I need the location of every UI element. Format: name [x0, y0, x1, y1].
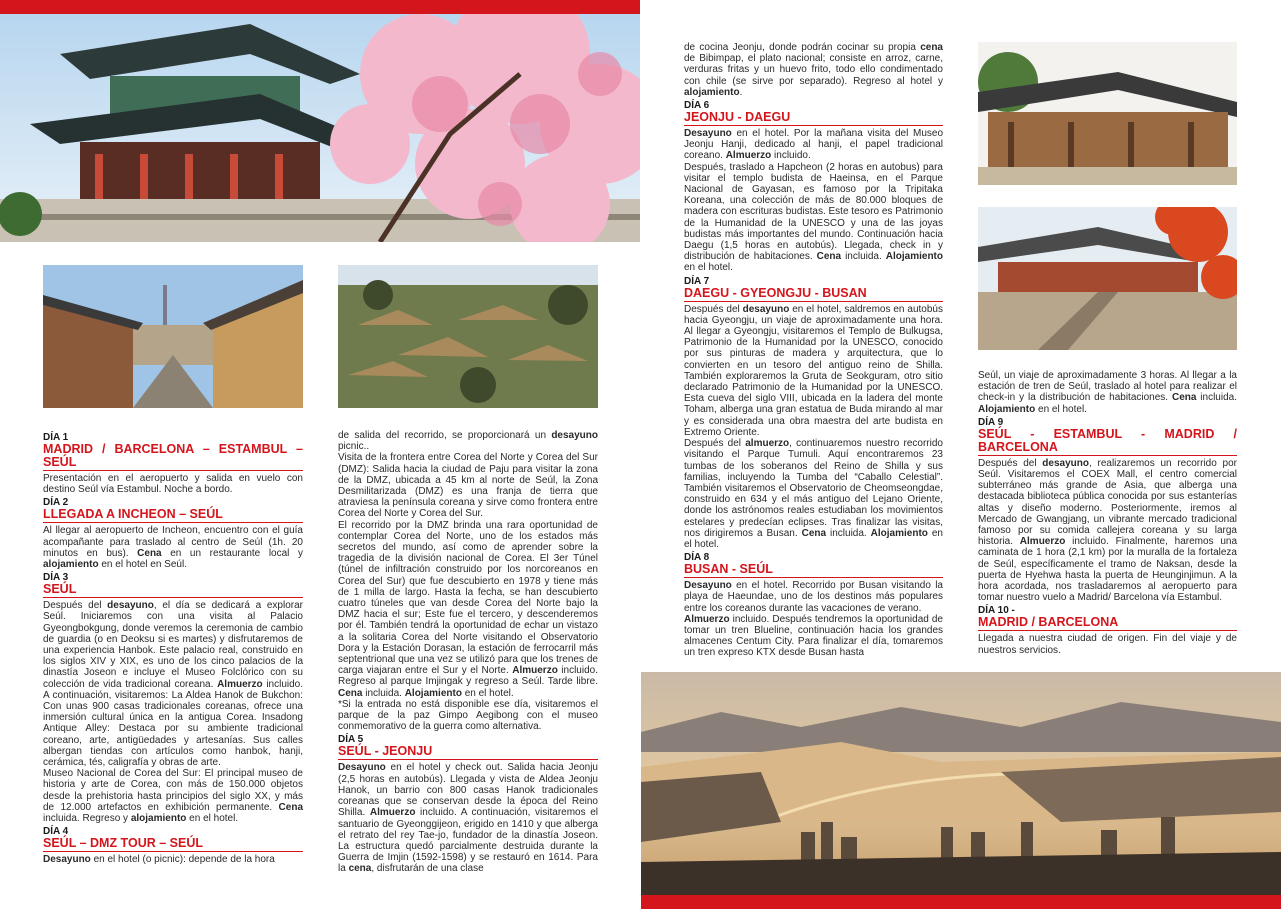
day7-text-2: Después del almuerzo, continuaremos nuestro recorrido visitando el Parque Tumuli. Aquí encontraremos 23 tumbas de los soberanos del Reino de Shilla y sus familias, incluyendo la Tumba del “Caballo Celestial”. También visitaremos el Observatorio de Cheomseongdae, construido en 634 y el más antiguo del Lejano Oriente, donde los astrónomos reales estudiaban los movimientos estelares y predecían eclipses. Tras finalizar las visitas, nos dirigiremos a Busan. Cena incluida. Alojamiento en el hotel.	[684, 438, 943, 550]
day4-continued: de salida del recorrido, se proporcionará un desayuno picnic..	[338, 430, 598, 453]
temple-roof-photo	[978, 42, 1237, 185]
day2-label: DÍA 2	[43, 497, 69, 509]
day8-continued: Seúl, un viaje de aproximadamente 3 horas. Al llegar a la estación de tren de Seúl, traslado al hotel para realizar el check-in y la distribución de habitaciones. Cena incluida. Alojamiento en el hotel.	[978, 370, 1237, 415]
day6-text-2: Después, traslado a Hapcheon (2 horas en autobus) para visitar el templo budista de Haeinsa, en el Parque Nacional de Gayasan, es famoso por la Tripitaka Koreana, una colección de más de 80.000 bloques de madera con escrituras budistas. Este tesoro es Patrimonio de la Humanidad de la UNESCO y una de las joyas budistas más importantes del mundo. Continuación hacia Daegu (1,5 horas en autobús). Llegada, check in y distribución de habitaciones. Cena incluida. Alojamiento en el hotel.	[684, 161, 944, 274]
day8-label: DÍA 8	[684, 552, 710, 564]
day3-title: SEÚL	[43, 583, 303, 598]
day5-title: SEÚL - JEONJU	[338, 745, 598, 760]
temple-autumn-photo	[978, 207, 1237, 350]
day5-label: DÍA 5	[338, 734, 364, 746]
day7-label: DÍA 7	[684, 275, 710, 287]
day1-label: DÍA 1	[43, 432, 69, 443]
dmz-tour-text: El recorrido por la DMZ brinda una rara oportunidad de contemplar Corea del Norte, uno de los estados más secretos del mundo, así como de aprender sobre la tragedia de la división nacional de Corea. El 3er Túnel (túnel de infiltración construido por los norcoreanos en Corea del Sur) que fue descubierto en 1978 y tiene más de 1 milla de largo. Hasta la fecha, se han descubierto cuatro túneles que van desde Corea del Norte bajo la DMZ hacia el sur; Este fue el tercero, y descenderemos por él. También tendrá la oportunidad de echar un vistazo a la solitaria Corea del Norte visitando el Observatorio Dora y la Estación Dorasan, la estación de ferrocarril más septentrional que una vez se utilizó para que los trenes de carga viajaran entre el Sur y el Norte. Almuerzo incluido. Regreso al parque Imjingak y regreso a Seúl. Tarde libre. Cena incluida. Alojamiento en el hotel.	[338, 519, 598, 699]
day5-continued: de cocina Jeonju, donde podrán cocinar su propia cena de Bibimpap, el plato nacional; consiste en arroz, carne, verduras fritas y un huevo frito, todo ello condimentado con chile (se sirve por separado). Regreso al hotel y alojamiento.	[684, 42, 943, 98]
palace-photo	[0, 14, 640, 242]
column-1	[43, 430, 303, 865]
day8-title: BUSAN - SEÚL	[684, 563, 943, 578]
day3-text-2: Museo Nacional de Corea del Sur: El principal museo de historia y arte de Corea, con más de 150.000 objetos desde la prehistoria hasta principios del siglo XX, y más de 12.000 artefactos en exhibición permanente. Cena incluida. Regreso y alojamiento en el hotel.	[43, 768, 303, 825]
day9-label: DÍA 9	[978, 416, 1004, 428]
day8-text: Desayuno en el hotel. Recorrido por Busan visitando la playa de Haeundae, uno de los destinos más populares entre los coreanos durante las vacaciones de verano.	[684, 580, 943, 614]
column-4	[978, 370, 1237, 656]
day1-text: Presentación en el aeropuerto y salida en vuelo con destino Seúl vía Estambul. Noche a bordo.	[43, 473, 303, 496]
day2-text: Al llegar al aeropuerto de Incheon, encuentro con el guía acompañante para traslado al centro de Seúl (1h. 20 minutos en bus). Cena en un restaurante local y alojamiento en el hotel en Seúl.	[43, 525, 303, 571]
bottom-right-red-bar	[641, 895, 1281, 909]
dmz-note: *Si la entrada no está disponible ese día, visitaremos el parque de la paz Gimpo Aegibong con el museo conmemorativo de la guerra como alternativa.	[338, 698, 598, 733]
day6-title: JEONJU - DAEGU	[684, 111, 943, 126]
day6-text: Desayuno en el hotel. Por la mañana visita del Museo Jeonju Hanji, dedicado al hanji, el papel tradicional coreano. Almuerzo incluido.	[684, 128, 943, 162]
busan-photo	[641, 672, 1281, 895]
day10-title: MADRID / BARCELONA	[978, 616, 1237, 631]
day9-text: Después del desayuno, realizaremos un recorrido por Seúl. Visitaremos el COEX Mall, el centro comercial subterráneo más grande de Asia, que alberga una destacada biblioteca pública conocida por sus estanterías altas y diseño moderno. Posteriormente, iremos al Mercado de Gwangjang, un vibrante mercado tradicional famoso por su comida callejera coreana y su larga historia. Almuerzo incluido. Finalmente, haremos una caminata de 1 hora (2,1 km) por la muralla de la fortaleza de Seúl, específicamente el tramo de Naksan, desde la puerta de Hyehwa hasta la puerta de Heunginjimun. A la hora acordada, nos trasladaremos al aeropuerto para tomar nuestro vuelo a Madrid/ Barcelona vía Estambul.	[978, 457, 1237, 604]
day9-title: SEÚL - ESTAMBUL - MADRID / BARCELONA	[978, 426, 1237, 454]
day1-title: MADRID / BARCELONA – ESTAMBUL – SEÚL	[43, 442, 303, 469]
day8-text-2: Almuerzo incluido. Después tendremos la oportunidad de tomar un tren Blueline, continuación hacia los grandes almacenes Centum City. Para finalizar el día, tomaremos un tren expreso KTX desde Busan hasta	[684, 613, 943, 659]
day4-text: Desayuno en el hotel (o picnic): depende de la hora	[43, 854, 275, 866]
day7-text: Después del desayuno en el hotel, saldremos en autobús hacia Gyeongju, un viaje de aproximadamente una hora. Al llegar a Gyeongju, visitaremos el Templo de Bulkugsa, Patrimonio de la Humanidad por la UNESCO, conocido por sus pinturas de madera y arquitectura, que lo convierten en un tesoro del antiguo reino de Shilla. También exploraremos la Gruta de Seokguram, otro sitio declarado Patrimonio de la Humanidad por la UNESCO. Esta cueva del siglo VIII, ubicada en la ladera del monte Toham, alberga una gran estatua de Buda mirando al mar y es considerada una obra maestra del arte budista en Extremo Oriente.	[684, 303, 943, 438]
day5-text: Desayuno en el hotel y check out. Salida hacia Jeonju (2,5 horas en autobús). Llegada y vista de Aldea Jeonju Hanok, un barrio con 800 casas Hanok tradicionales coreanas que se conservan desde la época del Reino Shilla. Almuerzo incluido. A continuación, visitaremos el santuario de Gyeonggijeon, erigido en 1410 y que alberga el retrato del rey Tae-jo, fundador de la dinastía Joseon. La estructura quedó parcialmente destruida durante la Guerra de Imjin (1592-1598) y se restauró en 1614. Para la cena, disfrutarán de una clase	[338, 762, 599, 875]
day10-text: Llegada a nuestra ciudad de origen. Fin del viaje y de nuestros servicios.	[978, 633, 1237, 656]
day2-title: LLEGADA A INCHEON – SEÚL	[43, 508, 303, 523]
bukchon-photo	[43, 265, 303, 408]
day10-label: DÍA 10 -	[978, 605, 1015, 617]
day7-title: DAEGU - GYEONGJU - BUSAN	[684, 287, 943, 302]
top-left-red-bar	[0, 0, 640, 14]
day3-text: Después del desayuno, el día se dedicará a explorar Seúl. Iniciaremos con una visita al Palacio Gyeongbokgung, donde veremos la ceremonia de cambio de guardia (o en Deoksu si es martes) y disfrutaremos de una experiencia Hanbok. Este palacio real, construido en los siglos XIV y XIX, es uno de los cinco palacios de la dinastía Joseon e incluye el Museo Folclórico con su colección de vida tradicional coreana. Almuerzo incluido. A continuación, visitaremos: La Aldea Hanok de Bukchon: Con unas 900 casas tradicionales coreanas, ofrece una inmersión cultural única en la antigua Corea. Insadong Antique Alley: Destaca por su ambiente tradicional coreano, arte, antigüedades y artesanías. Sus calles albergan tiendas con artículos como hanbok, hanji, cerámica, tés, caligrafía y obras de arte.	[43, 600, 304, 769]
village-photo	[338, 265, 598, 408]
dmz-visit-text: Visita de la frontera entre Corea del Norte y Corea del Sur (DMZ): Salida hacia la ciudad de Paju para visitar la zona de la DMZ, ubicada a 45 km al norte de Seúl, la Zona Desmilitarizada (DMZ) es una franja de tierra que atraviesa la península coreana y sirve como frontera entre Corea del Norte y Corea del Sur.	[338, 452, 598, 520]
column-2	[338, 430, 598, 875]
day4-label: DÍA 4	[43, 826, 69, 838]
day6-label: DÍA 6	[684, 100, 710, 112]
day3-label: DÍA 3	[43, 572, 69, 584]
column-3	[684, 42, 943, 659]
day4-title: SEÚL – DMZ TOUR – SEÚL	[43, 837, 303, 852]
